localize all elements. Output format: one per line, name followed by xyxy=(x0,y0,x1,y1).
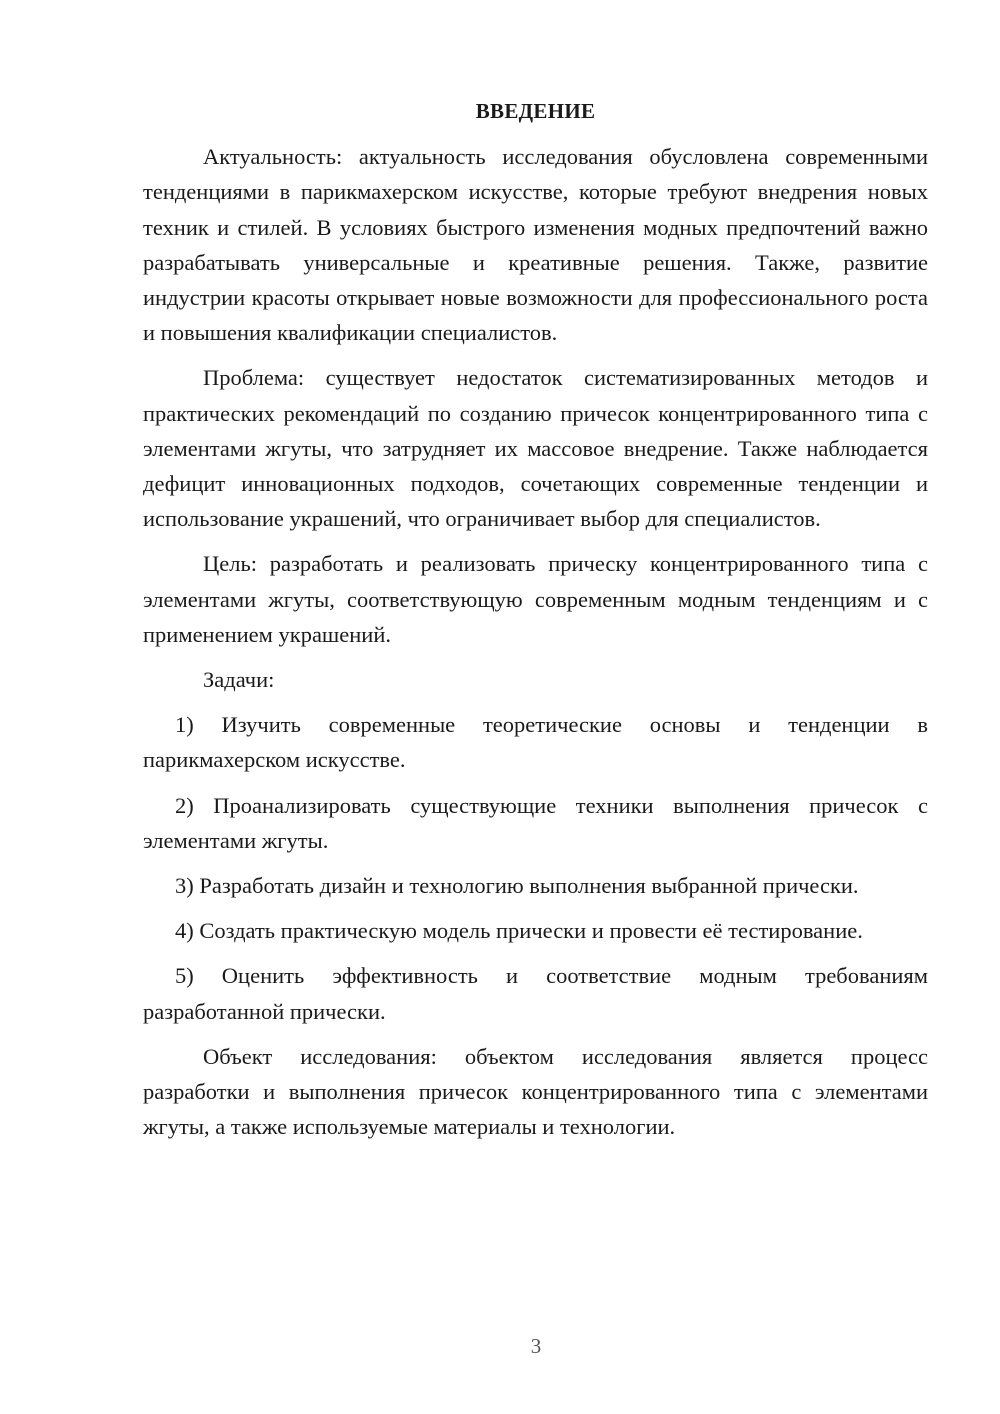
tasks-heading: Задачи: xyxy=(203,667,275,693)
task-item-3: 3) Разработать дизайн и технологию выполнения выбранной прически. xyxy=(175,873,859,899)
problem-paragraph: Проблема: существует недостаток систематизированных методов и практических рекомендаций по созданию причесок концентрированного типа с элементами жгуты, что затрудняет их массовое внедрение. Также наблюдается дефицит инновационных подходов, сочетающих современные тенденции и использование украшений, что ограничивает выбор для специалистов. xyxy=(143,365,928,532)
task-item-4: 4) Создать практическую модель прически и провести её тестирование. xyxy=(175,918,863,944)
section-title: ВВЕДЕНИЕ xyxy=(475,99,596,123)
object-paragraph: Объект исследования: объектом исследования является процесс разработки и выполнения причесок концентрированного типа с элементами жгуты, а также используемые материалы и технологии. xyxy=(143,1043,928,1140)
task-item-2: 2) Проанализировать существующие техники выполнения причесок с элементами жгуты. xyxy=(143,792,928,853)
task-item-1: 1) Изучить современные теоретические основы и тенденции в парикмахерском искусстве. xyxy=(143,712,928,773)
task-item-5: 5) Оценить эффективность и соответствие модным требованиям разработанной прически. xyxy=(143,963,928,1024)
document-body xyxy=(143,94,928,1144)
relevance-paragraph: Актуальность: актуальность исследования обусловлена современными тенденциями в парикмахерском искусстве, которые требуют внедрения новых техник и стилей. В условиях быстрого изменения модных предпочтений важно разрабатывать универсальные и креативные решения. Также, развитие индустрии красоты открывает новые возможности для профессионального роста и повышения квалификации специалистов. xyxy=(143,144,928,346)
goal-paragraph: Цель: разработать и реализовать прическу концентрированного типа с элементами жгуты, соответствующую современным модным тенденциям и с применением украшений. xyxy=(143,551,928,647)
page-number: 3 xyxy=(530,1334,542,1358)
